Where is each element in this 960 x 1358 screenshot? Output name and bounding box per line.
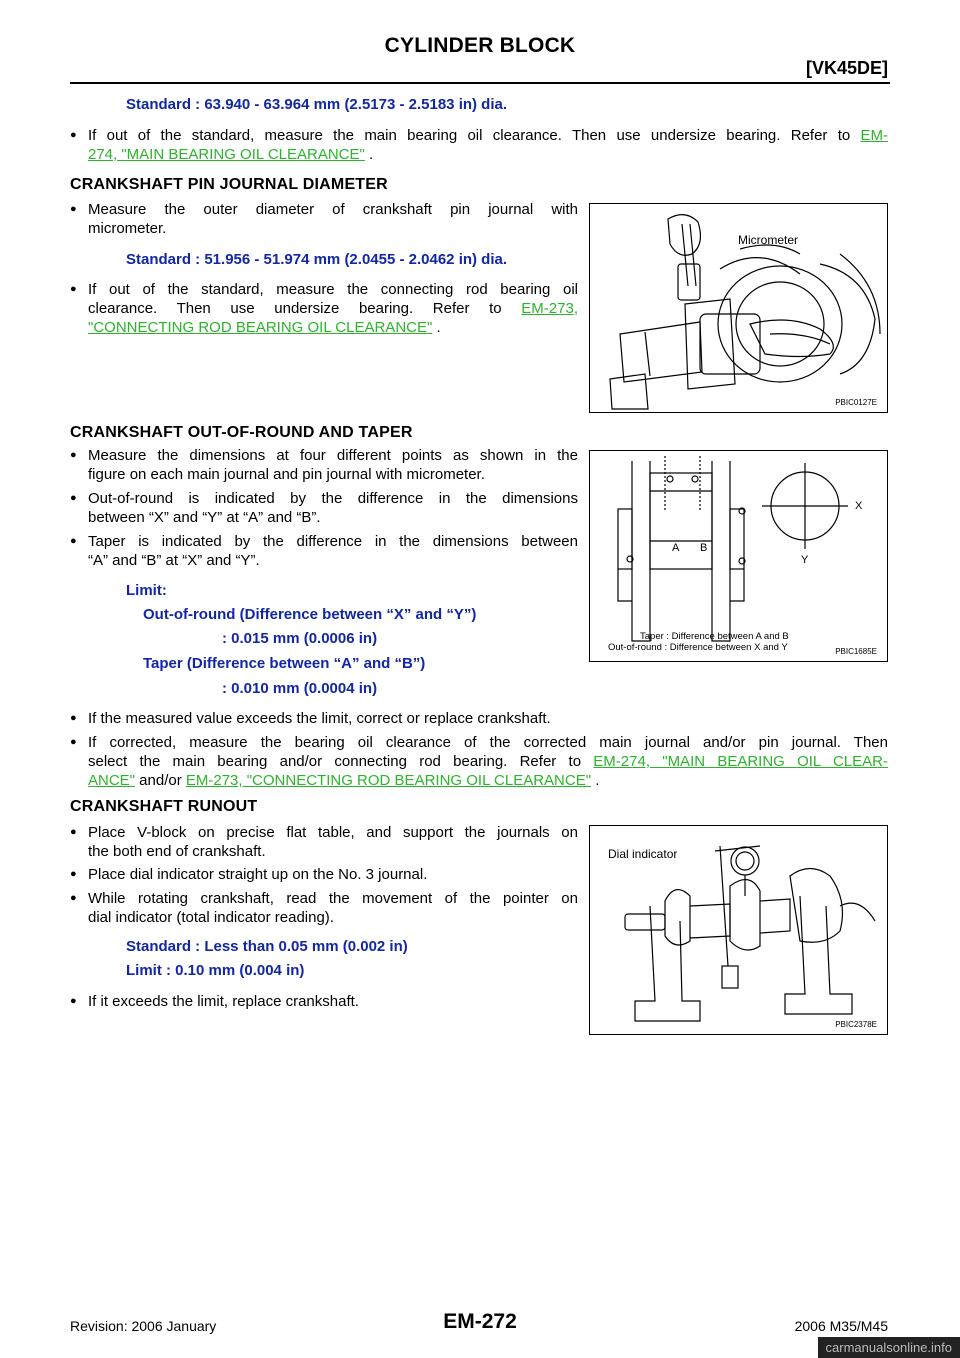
figure-id: PBIC0127E [835, 398, 877, 407]
figure-micrometer [589, 203, 888, 413]
taper-limit-label: Taper (Difference between “A” and “B”) [143, 655, 426, 672]
bullet-dot: ● [70, 826, 77, 838]
bullet-dot: ● [70, 995, 77, 1007]
section-pin-journal-diameter: CRANKSHAFT PIN JOURNAL DIAMETER [70, 176, 388, 193]
watermark: carmanualsonline.info [818, 1337, 960, 1358]
link-em-273[interactable]: EM-273, [521, 300, 578, 317]
figure-measuring-points [589, 450, 888, 662]
limit-label: Limit: [126, 582, 167, 599]
corrected-text: If corrected, measure the bearing oil clearance of the corrected main journal and/or pin journal. Then select the main bearing and/or connecting rod bearing. Refer to EM-274, "MAIN BEARING OIL CLEAR- ANCE" and/or EM-273, "CONNECTING ROD BEARING OIL CLEARANCE" . [88, 734, 888, 789]
link-em-274-main-bearing-cont[interactable]: ANCE" [88, 772, 135, 789]
fig-label-dial-indicator: Dial indicator [608, 847, 678, 861]
bullet-dot: ● [70, 203, 77, 215]
bullet-dot: ● [70, 449, 77, 461]
taper-def-text: Taper is indicated by the difference in the dimensions between “A” and “B” at “X” and “Y”. [88, 533, 578, 569]
section-out-of-round-taper: CRANKSHAFT OUT-OF-ROUND AND TAPER [70, 424, 413, 441]
link-connecting-rod-clearance[interactable]: "CONNECTING ROD BEARING OIL CLEARANCE" [88, 319, 433, 336]
exceeds-limit-text: If the measured value exceeds the limit, correct or replace crankshaft. [88, 710, 551, 727]
bullet-dot: ● [70, 892, 77, 904]
fig-label-a: A [672, 542, 680, 554]
footer-model: 2006 M35/M45 [794, 1318, 888, 1334]
bullet-dot: ● [70, 129, 77, 141]
fig-caption-taper: Taper : Difference between A and B [640, 631, 789, 642]
out-of-round-text: Out-of-round is indicated by the difference in the dimensions between “X” and “Y” at “A” and “B”. [88, 490, 578, 526]
runout-limit: Limit : 0.10 mm (0.004 in) [126, 962, 305, 979]
bullet-dot: ● [70, 712, 77, 724]
link-em-274-main-bearing-cont[interactable]: 274, "MAIN BEARING OIL CLEARANCE" [88, 146, 365, 163]
bullet-dot: ● [70, 283, 77, 295]
page-title: CYLINDER BLOCK [384, 34, 576, 57]
fig-label-b: B [700, 542, 708, 554]
micrometer-illustration [590, 204, 887, 412]
dial-indicator-illustration [590, 826, 887, 1034]
runout-replace-text: If it exceeds the limit, replace crankshaft. [88, 993, 359, 1010]
main-journal-out-of-standard: If out of the standard, measure the main bearing oil clearance. Then use undersize bearing. Refer to EM- 274, "MAIN BEARING OIL CLEARANCE" . [88, 127, 888, 163]
link-em-274-main-bearing[interactable]: EM- [860, 127, 888, 144]
main-journal-standard: Standard : 63.940 - 63.964 mm (2.5173 - 2.5183 in) dia. [126, 96, 508, 113]
out-of-round-limit-label: Out-of-round (Difference between “X” and “Y”) [143, 606, 477, 623]
fig-caption-out-of-round: Out-of-round : Difference between X and Y [608, 642, 788, 653]
runout-dial-text: Place dial indicator straight up on the No. 3 journal. [88, 866, 428, 883]
figure-dial-indicator [589, 825, 888, 1035]
pin-measure-text: Measure the outer diameter of crankshaft pin journal with micrometer. [88, 201, 578, 237]
fig-label-micrometer: Micrometer [738, 233, 799, 247]
link-em-273-connecting-rod[interactable]: EM-273, "CONNECTING ROD BEARING OIL CLEARANCE" [185, 772, 592, 789]
bullet-dot: ● [70, 868, 77, 880]
section-crankshaft-runout: CRANKSHAFT RUNOUT [70, 798, 258, 815]
fig-label-y: Y [801, 554, 809, 566]
fig-label-x: X [855, 500, 863, 512]
runout-standard: Standard : Less than 0.05 mm (0.002 in) [126, 938, 408, 955]
header-rule [70, 82, 890, 84]
footer-page-number: EM-272 [443, 1310, 517, 1333]
bullet-dot: ● [70, 535, 77, 547]
figure-id: PBIC1685E [835, 647, 877, 656]
link-em-274-main-bearing[interactable]: EM-274, "MAIN BEARING OIL CLEAR- [593, 753, 888, 770]
footer-revision: Revision: 2006 January [70, 1318, 217, 1334]
bullet-dot: ● [70, 736, 77, 748]
pin-out-of-standard: If out of the standard, measure the connecting rod bearing oil clearance. Then use undersize bearing. Refer to EM-273, "CONNECTING ROD BEARING OIL CLEARANCE" . [88, 281, 578, 336]
runout-rotate-text: While rotating crankshaft, read the movement of the pointer on dial indicator (total indicator reading). [88, 890, 578, 926]
bullet-dot: ● [70, 492, 77, 504]
taper-measure-text: Measure the dimensions at four different points as shown in the figure on each main journal and pin journal with micrometer. [88, 447, 578, 483]
figure-id: PBIC2378E [835, 1020, 877, 1029]
engine-tag: [VK45DE] [805, 58, 888, 78]
out-of-round-limit-value: : 0.015 mm (0.0006 in) [222, 630, 378, 647]
taper-limit-value: : 0.010 mm (0.0004 in) [222, 680, 378, 697]
pin-standard: Standard : 51.956 - 51.974 mm (2.0455 - 2.0462 in) dia. [126, 251, 508, 268]
runout-vblock-text: Place V-block on precise flat table, and support the journals on the both end of crankshaft. [88, 824, 578, 860]
crankshaft-diagram [590, 451, 887, 661]
